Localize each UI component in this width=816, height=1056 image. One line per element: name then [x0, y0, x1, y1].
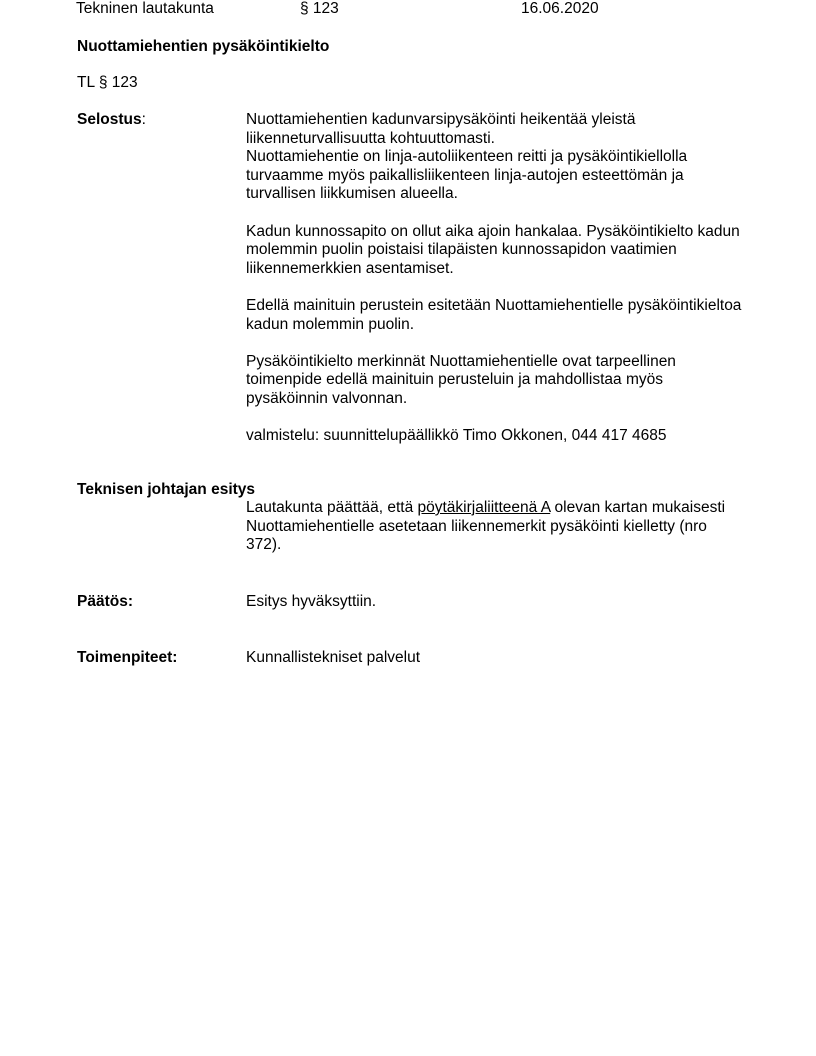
selostus-paragraph: Nuottamiehentien kadunvarsipysäköinti heikentää yleistä liikenneturvallisuutta kohtuuttomasti.	[246, 111, 636, 147]
esitys-text-start: Lautakunta päättää, että	[246, 499, 418, 516]
toimenpiteet-text: Kunnallistekniset palvelut	[246, 649, 421, 666]
header-section: § 123	[300, 0, 339, 17]
selostus-paragraph: Nuottamiehentie on linja-autoliikenteen reitti ja pysäköintikiellolla turvaamme myös paikallisliikenteen linja-autojen esteettömän ja turvallisen liikkumisen alueella.	[246, 148, 688, 203]
selostus-paragraph: Pysäköintikielto merkinnät Nuottamiehentielle ovat tarpeellinen toimenpide edellä mainituin perusteluin ja mahdollistaa myös pysäköinnin valvonnan.	[246, 352, 676, 407]
esitys-text-end: olevan kartan mukaisesti Nuottamiehentielle asetetaan liikennemerkit pysäköinti kielletty (nro 372).	[246, 499, 726, 554]
paatos-text: Esitys hyväksyttiin.	[246, 593, 377, 610]
header-date: 16.06.2020	[521, 0, 599, 17]
reference-line: TL § 123	[77, 74, 138, 91]
header-committee: Tekninen lautakunta	[76, 0, 214, 17]
selostus-label-colon: :	[141, 111, 146, 128]
document-title: Nuottamiehentien pysäköintikielto	[77, 38, 330, 55]
selostus-label-text: Selostus	[77, 111, 142, 128]
selostus-body	[246, 111, 746, 446]
esitys-label: Teknisen johtajan esitys	[77, 481, 256, 498]
esitys-body	[246, 499, 746, 555]
paatos-label: Päätös:	[77, 593, 133, 610]
selostus-paragraph: Kadun kunnossapito on ollut aika ajoin hankalaa. Pysäköintikielto kadun molemmin puolin poistaisi tilapäisten kunnossapidon vaatimien liikennemerkkien asentamiset.	[246, 222, 740, 277]
attachment-link[interactable]: pöytäkirjaliitteenä A	[417, 499, 551, 516]
selostus-paragraph: Edellä mainituin perustein esitetään Nuottamiehentielle pysäköintikieltoa kadun molemmin puolin.	[246, 296, 742, 333]
preparer-line: valmistelu: suunnittelupäällikkö Timo Okkonen, 044 417 4685	[246, 427, 667, 445]
toimenpiteet-label: Toimenpiteet:	[77, 649, 178, 666]
selostus-label	[77, 111, 146, 130]
